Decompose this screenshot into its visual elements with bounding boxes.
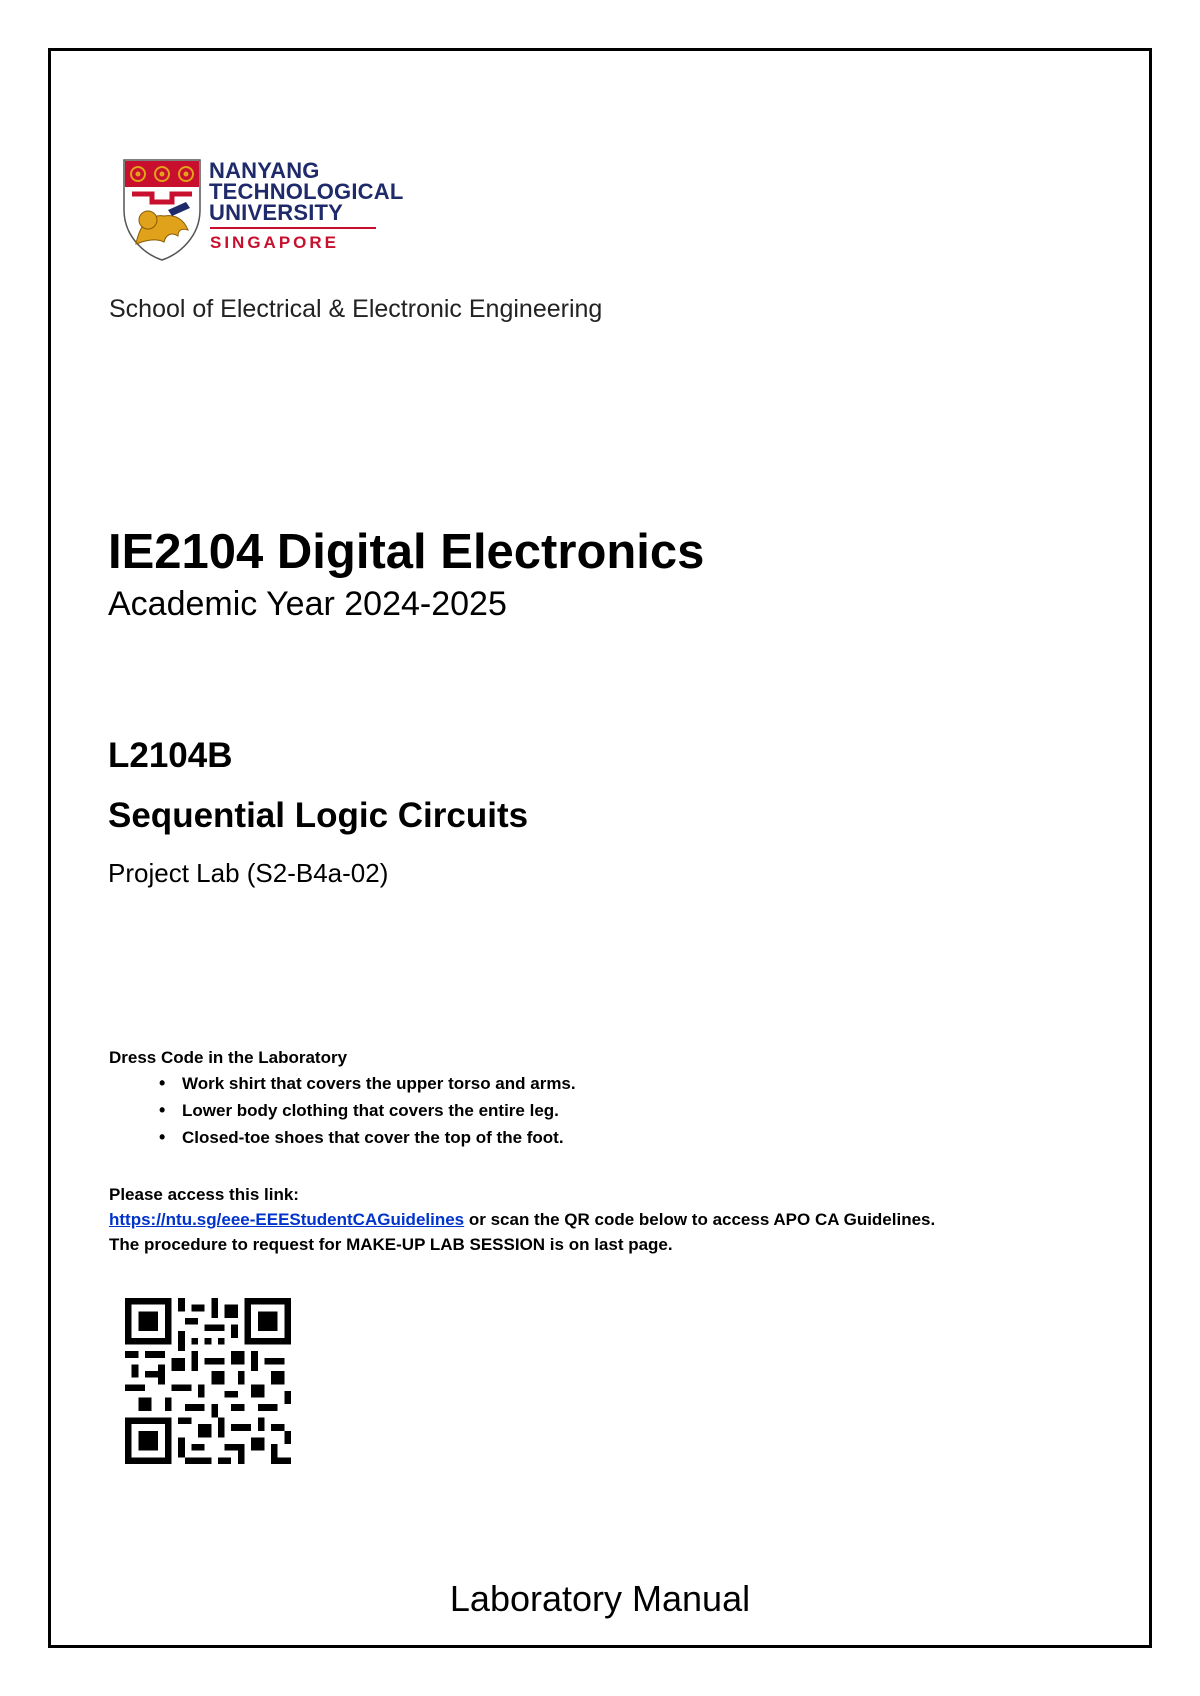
dress-code-heading: Dress Code in the Laboratory <box>109 1048 348 1067</box>
access-link-suffix: or scan the QR code below to access APO CA Guidelines. <box>464 1210 936 1229</box>
ntu-crest-icon <box>122 158 202 262</box>
access-link-line <box>109 1207 1129 1232</box>
dress-code-section <box>109 1048 576 1155</box>
school-name: School of Electrical & Electronic Engineering <box>109 295 603 323</box>
access-section <box>109 1182 1129 1257</box>
lab-title: Sequential Logic Circuits <box>108 796 529 835</box>
dress-code-list <box>109 1074 576 1155</box>
course-title: IE2104 Digital Electronics <box>108 525 705 579</box>
access-intro: Please access this link: <box>109 1185 299 1204</box>
logo-singapore: SINGAPORE <box>210 233 340 252</box>
makeup-note: The procedure to request for MAKE-UP LAB SESSION is on last page. <box>109 1235 673 1254</box>
logo-divider <box>210 227 376 229</box>
academic-year: Academic Year 2024-2025 <box>108 585 507 623</box>
ntu-wordmark <box>209 160 403 223</box>
qr-code-icon[interactable] <box>125 1298 291 1464</box>
guidelines-link[interactable]: https://ntu.sg/eee-EEEStudentCAGuidelines <box>109 1210 465 1229</box>
ntu-logo <box>122 158 422 262</box>
lab-venue: Project Lab (S2-B4a-02) <box>108 858 389 888</box>
logo-line-1: NANYANG <box>209 158 320 183</box>
lab-code: L2104B <box>108 736 233 775</box>
logo-line-3: UNIVERSITY <box>209 200 344 225</box>
list-item: • Work shirt that covers the upper torso and arms. <box>109 1074 576 1101</box>
footer-title: Laboratory Manual <box>449 1578 751 1619</box>
list-item: • Closed-toe shoes that cover the top of the foot. <box>109 1128 576 1155</box>
logo-line-2: TECHNOLOGICAL <box>209 179 404 204</box>
list-item: • Lower body clothing that covers the entire leg. <box>109 1101 576 1128</box>
